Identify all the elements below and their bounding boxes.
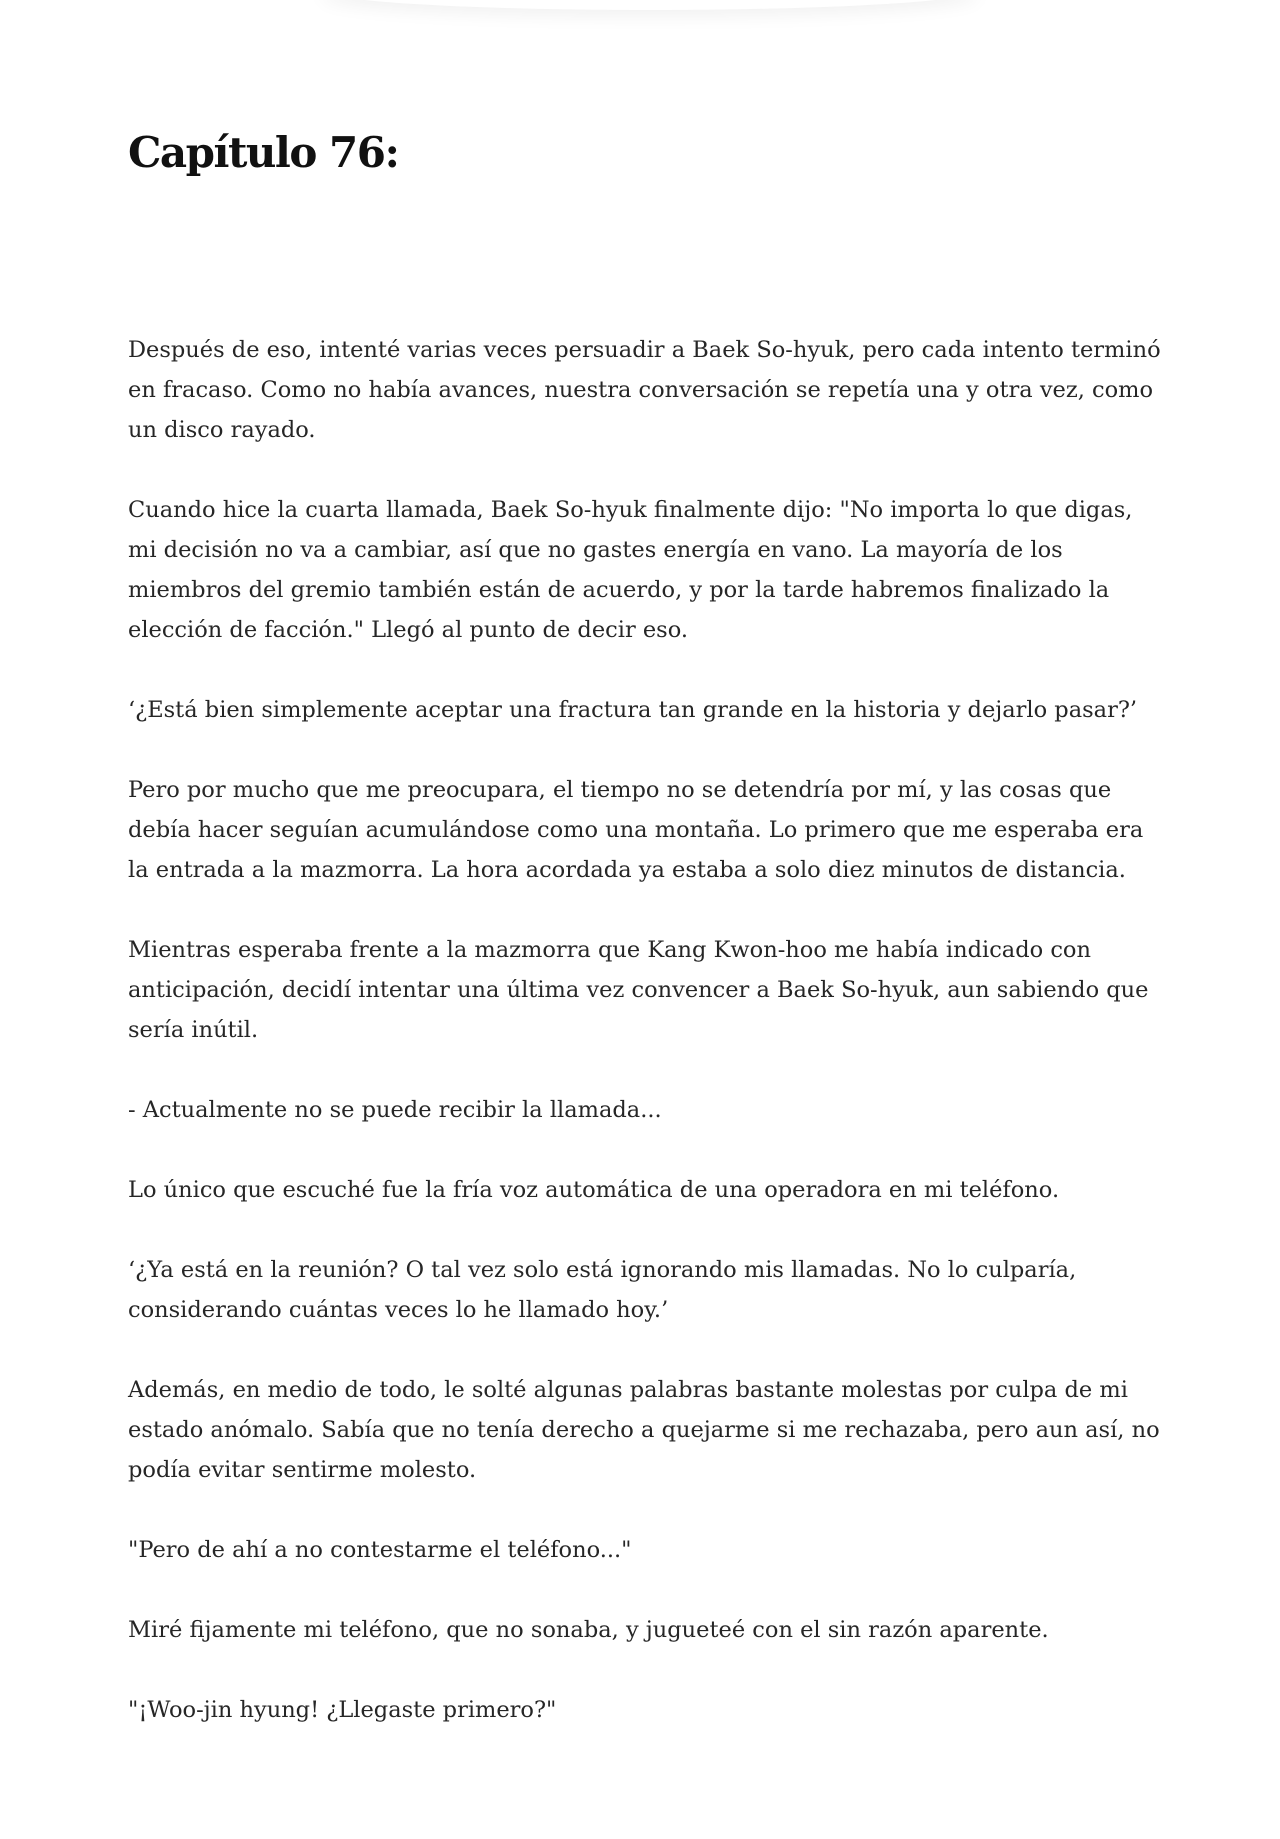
- paragraph: Cuando hice la cuarta llamada, Baek So-hyuk finalmente dijo: "No importa lo que digas, mi decisión no va a cambiar, así que no gastes energía en vano. La mayoría de los miembros del gremio también están de acuerdo, y por la tarde habremos finalizado la elección de facción." Llegó al punto de decir eso.: [128, 497, 1133, 643]
- paragraph: "Pero de ahí a no contestarme el teléfono...": [128, 1537, 632, 1563]
- paragraph: Mientras esperaba frente a la mazmorra que Kang Kwon-hoo me había indicado con anticipación, decidí intentar una última vez convencer a Baek So-hyuk, aun sabiendo que sería inútil.: [128, 937, 1149, 1043]
- paragraph: ‘¿Está bien simplemente aceptar una fractura tan grande en la historia y dejarlo pasar?’: [128, 697, 1138, 723]
- chapter-body: [128, 330, 1168, 1770]
- top-shadow: [320, 0, 980, 10]
- paragraph: Lo único que escuché fue la fría voz automática de una operadora en mi teléfono.: [128, 1177, 1060, 1203]
- paragraph: ‘¿Ya está en la reunión? O tal vez solo está ignorando mis llamadas. No lo culparía, considerando cuántas veces lo he llamado hoy.’: [128, 1257, 1077, 1323]
- paragraph: Miré fijamente mi teléfono, que no sonaba, y jugueteé con el sin razón aparente.: [128, 1617, 1049, 1643]
- chapter-title: Capítulo 76:: [128, 128, 399, 177]
- paragraph: Pero por mucho que me preocupara, el tiempo no se detendría por mí, y las cosas que debía hacer seguían acumulándose como una montaña. Lo primero que me esperaba era la entrada a la mazmorra. La hora acordada ya estaba a solo diez minutos de distancia.: [128, 777, 1144, 883]
- paragraph: "¡Woo-jin hyung! ¿Llegaste primero?": [128, 1697, 557, 1723]
- paragraph: Además, en medio de todo, le solté algunas palabras bastante molestas por culpa de mi estado anómalo. Sabía que no tenía derecho a quejarme si me rechazaba, pero aun así, no podía evitar sentirme molesto.: [128, 1377, 1160, 1483]
- paragraph: Después de eso, intenté varias veces persuadir a Baek So-hyuk, pero cada intento terminó en fracaso. Como no había avances, nuestra conversación se repetía una y otra vez, como un disco rayado.: [128, 337, 1161, 443]
- paragraph: - Actualmente no se puede recibir la llamada...: [128, 1097, 662, 1123]
